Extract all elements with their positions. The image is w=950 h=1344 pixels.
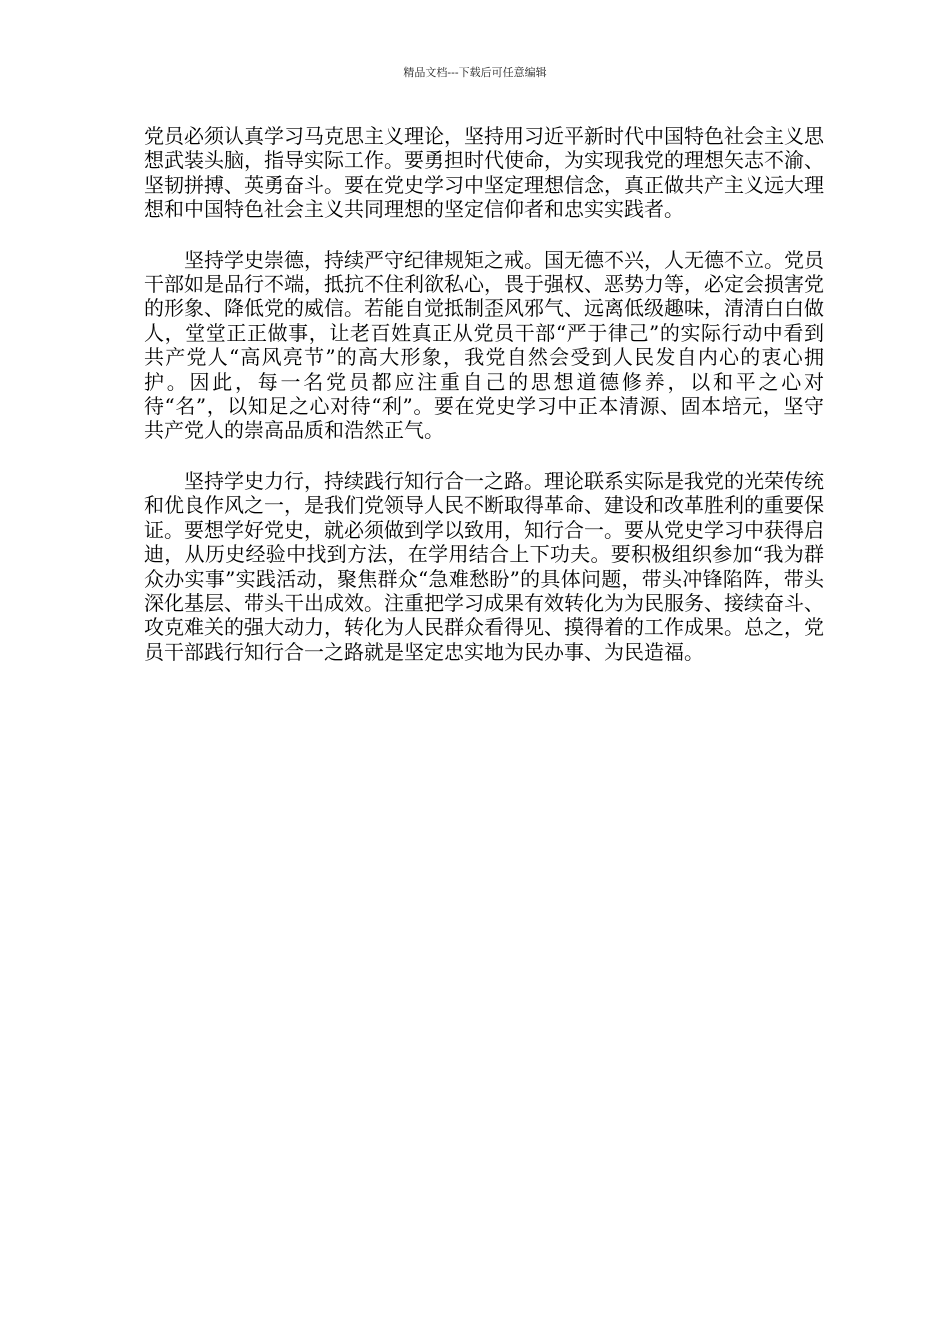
paragraph-2: 坚持学史崇德，持续严守纪律规矩之戒。国无德不兴，人无德不立。党员干部如是品行不端，抵抗不住利欲私心，畏于强权、恶势力等，必定会损害党的形象、降低党的威信。若能自觉抵制歪风邪气、远离低级趣味，清清白白做人，堂堂正正做事，让老百姓真正从党员干部“严于律己”的实际行动中看到共产党人“高风亮节”的高大形象，我党自然会受到人民发自内心的衷心拥护。因此，每一名党员都应注重自己的思想道德修养，以和平之心对待“名”，以知足之心对待“利”。要在党史学习中正本清源、固本培元，坚守共产党人的崇高品质和浩然正气。 — [144, 247, 824, 443]
page-header: 精品文档---下载后可任意编辑 — [403, 66, 547, 79]
document-body — [144, 124, 824, 664]
paragraph-spacer — [144, 443, 824, 469]
paragraph-3: 坚持学史力行，持续践行知行合一之路。理论联系实际是我党的光荣传统和优良作风之一，是我们党领导人民不断取得革命、建设和改革胜利的重要保证。要想学好党史，就必须做到学以致用，知行合一。要从党史学习中获得启迪，从历史经验中找到方法，在学用结合上下功夫。要积极组织参加“我为群众办实事”实践活动，聚焦群众“急难愁盼”的具体问题，带头冲锋陷阵，带头深化基层、带头干出成效。注重把学习成果有效转化为为民服务、接续奋斗、攻克难关的强大动力，转化为人民群众看得见、摸得着的工作成果。总之，党员干部践行知行合一之路就是坚定忠实地为民办事、为民造福。 — [144, 468, 824, 664]
paragraph-spacer — [144, 222, 824, 248]
paragraph-1: 党员必须认真学习马克思主义理论，坚持用习近平新时代中国特色社会主义思想武装头脑，指导实际工作。要勇担时代使命，为实现我党的理想矢志不渝、坚韧拼搏、英勇奋斗。要在党史学习中坚定理想信念，真正做共产主义远大理想和中国特色社会主义共同理想的坚定信仰者和忠实实践者。 — [144, 124, 824, 222]
